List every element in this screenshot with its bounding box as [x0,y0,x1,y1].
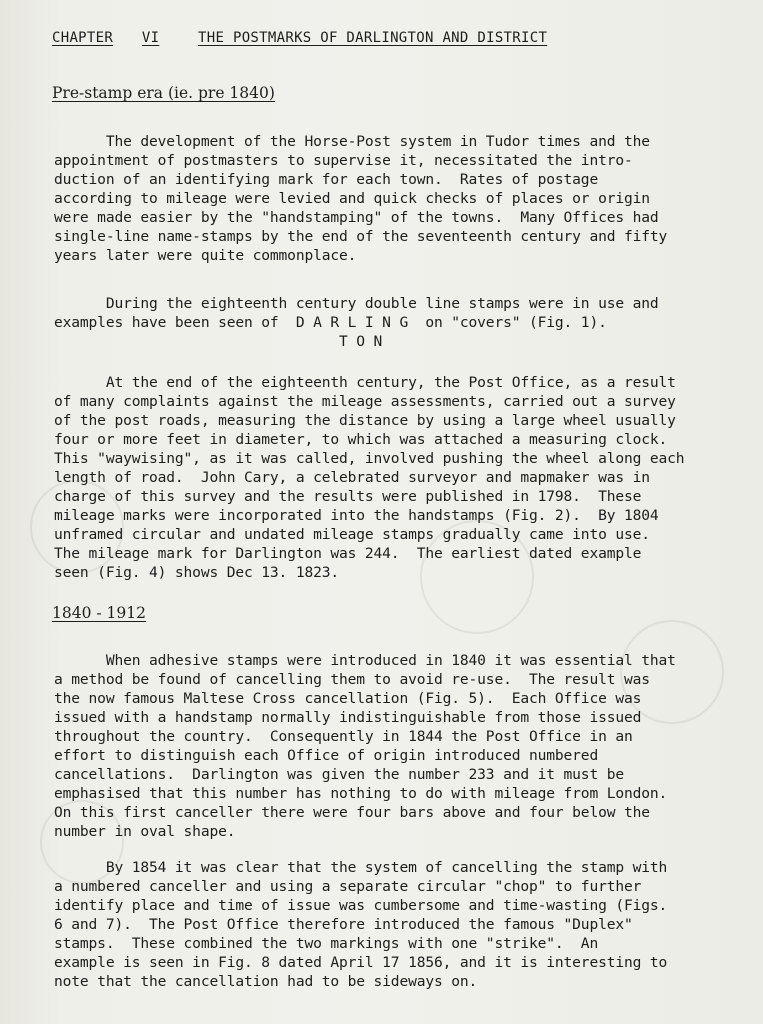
text-line: a numbered canceller and using a separate circular "chop" to further [54,878,642,895]
text-line: appointment of postmasters to supervise it, necessitated the intro- [54,152,633,169]
text-line: mileage marks were incorporated into the handstamps (Fig. 2). By 1804 [54,507,659,524]
text-line: 6 and 7). The Post Office therefore introduced the famous "Duplex" [54,916,633,933]
text-line: effort to distinguish each Office of origin introduced numbered [54,747,599,764]
text-line: example is seen in Fig. 8 dated April 17 1856, and it is interesting to [54,954,668,971]
text-line: stamps. These combined the two markings with one "strike". An [54,935,599,952]
text-line: examples have been seen of D A R L I N G on "covers" (Fig. 1). [54,314,607,331]
text-line: During the eighteenth century double line stamps were in use and [54,295,659,312]
chapter-number: VI [141,30,160,46]
text-line: At the end of the eighteenth century, the Post Office, as a result [54,374,676,391]
chapter-label: CHAPTER [52,30,114,46]
paragraph-adhesive-stamps [54,651,734,841]
text-line: The mileage mark for Darlington was 244. The earliest dated example [54,545,642,562]
paragraph-double-line-stamps [54,294,734,351]
chapter-header [52,30,547,46]
text-line: seen (Fig. 4) shows Dec 13. 1823. [54,564,339,581]
paragraph-duplex-stamps [54,858,734,991]
text-line: single-line name-stamps by the end of the seventeenth century and fifty [54,228,668,245]
text-line: When adhesive stamps were introduced in 1840 it was essential that [54,652,676,669]
text-line: T O N [54,333,383,350]
text-line: On this first canceller there were four bars above and four below the [54,804,650,821]
text-line: years later were quite commonplace. [54,247,357,264]
paragraph-mileage-survey [54,373,734,582]
text-line: note that the cancellation had to be sideways on. [54,973,478,990]
text-line: the now famous Maltese Cross cancellation (Fig. 5). Each Office was [54,690,642,707]
text-line: issued with a handstamp normally indistinguishable from those issued [54,709,642,726]
section-heading-1840-1912: 1840 - 1912 [52,604,146,622]
text-line: four or more feet in diameter, to which was attached a measuring clock. [54,431,668,448]
text-line: of the post roads, measuring the distance by using a large wheel usually [54,412,676,429]
text-line: of many complaints against the mileage assessments, carried out a survey [54,393,676,410]
text-line: By 1854 it was clear that the system of cancelling the stamp with [54,859,668,876]
text-line: were made easier by the "handstamping" of the towns. Many Offices had [54,209,659,226]
text-line: identify place and time of issue was cumbersome and time-wasting (Figs. [54,897,668,914]
text-line: number in oval shape. [54,823,236,840]
text-line: charge of this survey and the results were published in 1798. These [54,488,642,505]
text-line: duction of an identifying mark for each town. Rates of postage [54,171,599,188]
text-line: This "waywising", as it was called, involved pushing the wheel along each [54,450,685,467]
text-line: throughout the country. Consequently in 1844 the Post Office in an [54,728,633,745]
text-line: The development of the Horse-Post system in Tudor times and the [54,133,650,150]
text-line: cancellations. Darlington was given the number 233 and it must be [54,766,624,783]
paragraph-horse-post [54,132,734,265]
text-line: emphasised that this number has nothing to do with mileage from London. [54,785,668,802]
section-heading-pre-stamp: Pre-stamp era (ie. pre 1840) [52,84,275,102]
text-line: unframed circular and undated mileage stamps gradually came into use. [54,526,650,543]
text-line: length of road. John Cary, a celebrated surveyor and mapmaker was in [54,469,650,486]
chapter-title: THE POSTMARKS OF DARLINGTON AND DISTRICT [198,30,548,46]
text-line: a method be found of cancelling them to avoid re-use. The result was [54,671,650,688]
text-line: according to mileage were levied and quick checks of places or origin [54,190,650,207]
